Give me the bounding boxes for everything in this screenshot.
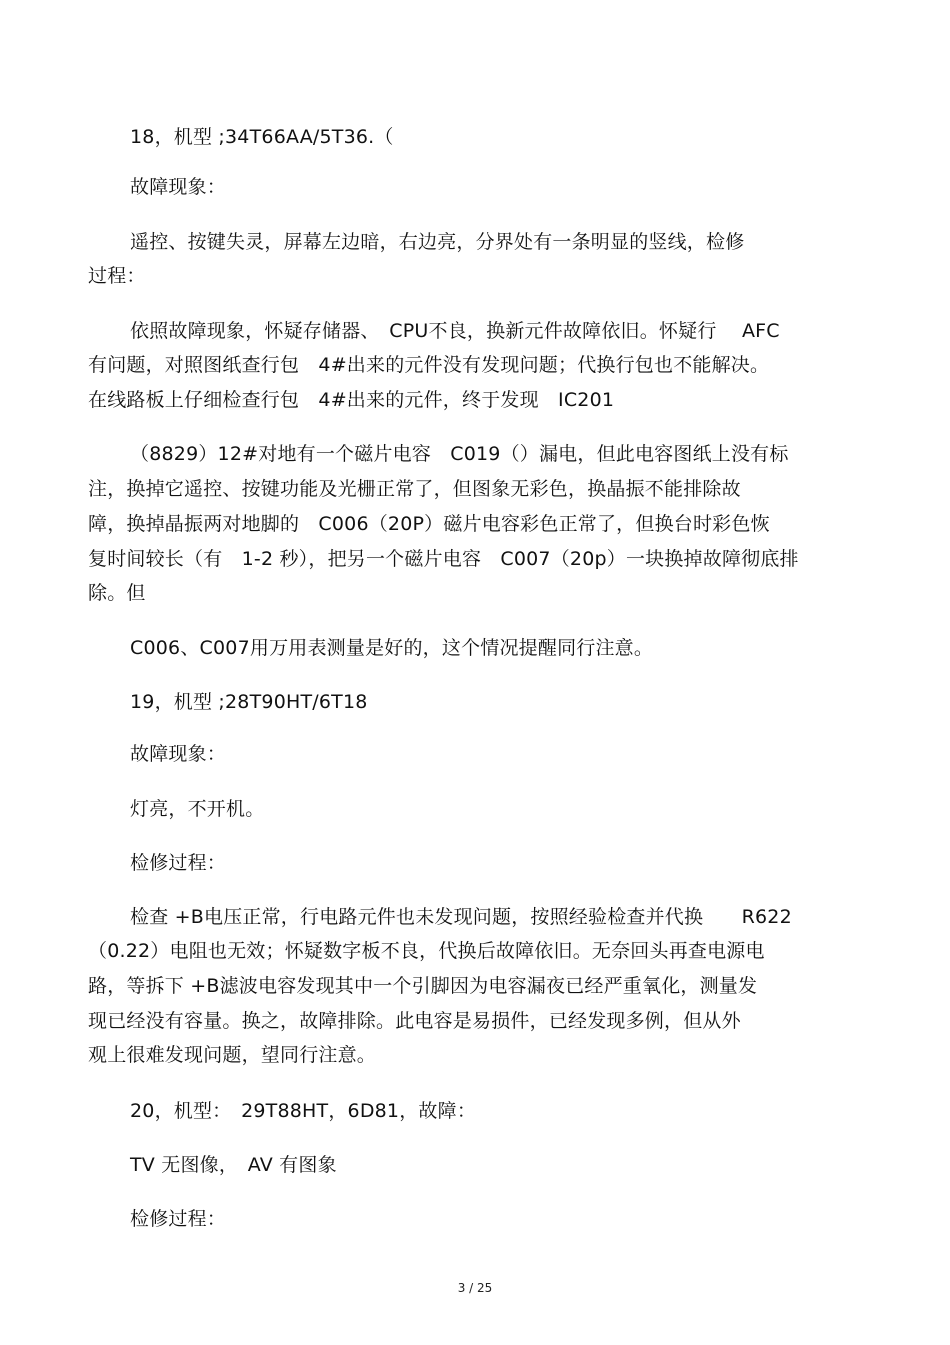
text-line-20: 路，等拆下 +B滤波电容发现其中一个引脚因为电容漏夜已经严重氧化，测量发 <box>88 975 758 997</box>
text-line-3: 遥控、按键失灵，屏幕左边暗，右边亮，分界处有一条明显的竖线，检修 <box>130 231 745 253</box>
text-line-1: 18，机型 ;34T66AA/5T36.（ <box>130 126 394 148</box>
text-line-9: 注，换掉它遥控、按键功能及光栅正常了，但图象无彩色，换晶振不能排除故 <box>88 478 741 500</box>
text-line-18: 检查 +B电压正常，行电路元件也未发现问题，按照经验检查并代换 R622 <box>130 906 792 928</box>
text-line-4: 过程： <box>88 265 146 287</box>
text-line-5: 依照故障现象，怀疑存储器、 CPU不良，换新元件故障依旧。怀疑行 AFC <box>130 320 780 342</box>
text-line-14: 19，机型 ;28T90HT/6T18 <box>130 691 368 713</box>
text-line-23: 20，机型： 29T88HT，6D81，故障： <box>130 1100 477 1122</box>
text-line-19: （0.22）电阻也无效；怀疑数字板不良，代换后故障依旧。无奈回头再查电源电 <box>88 940 765 962</box>
text-line-25: 检修过程： <box>130 1208 227 1230</box>
text-line-10: 障，换掉晶振两对地脚的 C006（20P）磁片电容彩色正常了，但换台时彩色恢 <box>88 513 770 535</box>
text-line-2: 故障现象： <box>130 176 227 198</box>
text-line-11: 复时间较长（有 1-2 秒），把另一个磁片电容 C007（20p）一块换掉故障彻底排 <box>88 548 799 570</box>
text-line-6: 有问题，对照图纸查行包 4#出来的元件没有发现问题；代换行包也不能解决。 <box>88 354 770 376</box>
text-line-12: 除。但 <box>88 582 146 604</box>
text-line-7: 在线路板上仔细检查行包 4#出来的元件，终于发现 IC201 <box>88 389 615 411</box>
text-line-22: 观上很难发现问题，望同行注意。 <box>88 1044 377 1066</box>
text-line-17: 检修过程： <box>130 852 227 874</box>
text-line-13: C006、C007用万用表测量是好的，这个情况提醒同行注意。 <box>130 637 654 659</box>
page-number: 3 / 25 <box>457 1281 493 1295</box>
text-line-8: （8829）12#对地有一个磁片电容 C019（）漏电，但此电容图纸上没有标 <box>130 443 789 465</box>
text-line-21: 现已经没有容量。换之，故障排除。此电容是易损件，已经发现多例，但从外 <box>88 1010 741 1032</box>
text-line-15: 故障现象： <box>130 743 227 765</box>
text-line-24: TV 无图像， AV 有图象 <box>130 1154 337 1176</box>
text-line-16: 灯亮，不开机。 <box>130 798 265 820</box>
